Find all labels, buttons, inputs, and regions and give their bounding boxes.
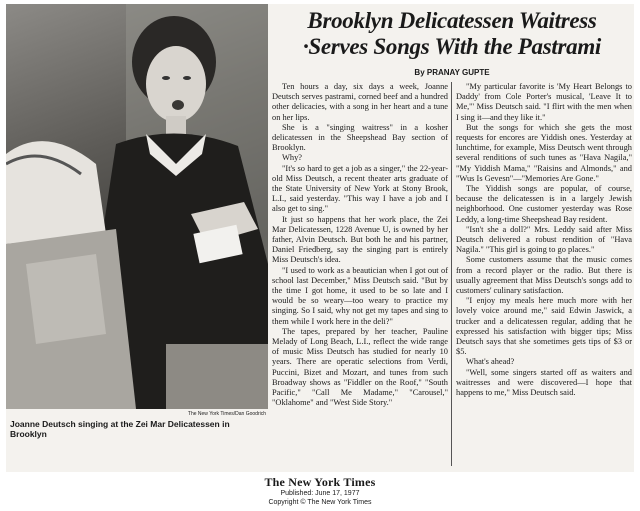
- article-photo: [6, 4, 268, 409]
- photo-credit: The New York Times/Dan Goodrich: [187, 411, 266, 417]
- nyt-logo: The New York Times: [264, 475, 376, 489]
- article-column-2: [456, 82, 632, 398]
- paragraph: "Well, some singers started off as waiters and waitresses and were discovered—I hope that happens to me," Miss Deutsch said.: [456, 367, 632, 398]
- paragraph: "I enjoy my meals here much more with her lovely voice around me," said Edwin Jaswick, a trucker and a delicatessen regular, adding that he expressed his satisfaction with bigger tips; Miss Deutsch says that she sometimes gets tips of $3 or $5.: [456, 296, 632, 357]
- headline-line-2: ·Serves Songs With the Pastrami: [302, 34, 602, 59]
- paragraph: What's ahead?: [466, 357, 515, 367]
- paragraph: The tapes, prepared by her teacher, Pauline Melady of Long Beach, L.I., reflect the wide range of music Miss Deutsch has studied for nearly 10 years. There are operatic selections from Verdi, Puccini, Bizet and Mozart, and tunes from such Broadway shows as "Fiddler on the Roof," "South Pacific," "Call Me Madame," "Carousel," "Oklahome" and "West Side Story.": [272, 326, 448, 408]
- published-date: Published: June 17, 1977: [280, 490, 360, 497]
- copyright: Copyright © The New York Times: [268, 499, 372, 506]
- byline: By PRANAY GUPTE: [414, 68, 490, 77]
- paragraph: "I used to work as a beautician when I got out of school last December," Miss Deutsch said. "But by the time I got home, it used to be so late and I would be so weary—too weary to practice my singing. So I said, why not get my tapes and sing to them while I work here in the deli?": [272, 265, 448, 326]
- paragraph: "It's so hard to get a job as a singer," the 22-year-old Miss Deutsch, a recent theater arts graduate of the State University of New York at Stony Brook, L.I., said yesterday. "This way I have a job and I also get to sing.": [272, 163, 448, 214]
- paragraph: Why?: [282, 153, 302, 163]
- paragraph: "Isn't she a doll?" Mrs. Leddy said after Miss Deutsch delivered a robust rendition of "Hava Nagila." "This girl is going to go places.": [456, 224, 632, 255]
- paragraph: The Yiddish songs are popular, of course, because the delicatessen is in a largely Jewish neighborhood. One customer yesterday was Rose Leddy, a long-time Sheepshead Bay resident.: [456, 184, 632, 224]
- paragraph: "My particular favorite is 'My Heart Belongs to Daddy' from Cole Porter's musical, 'Leave It to Me,'" Miss Deutsch said. "I flirt with the men when I sing it—and they like it.": [456, 82, 632, 122]
- headline-line-1: Brooklyn Delicatessen Waitress: [307, 8, 597, 33]
- paragraph: She is a "singing waitress" in a kosher delicatessen in the Sheepshead Bay section of Brooklyn.: [272, 122, 448, 153]
- paragraph: But the songs for which she gets the most requests for encores are Yiddish ones. Yesterday at lunchtime, for example, Miss Deutsch went through several renditions of such tunes as "Hava Nagila," "My Yiddish Mama," "Raisins and Almonds," and "Wus Is Gevesn"—"Memories Are Gone.": [456, 122, 632, 183]
- column-divider: [451, 82, 452, 466]
- article-column-1: [272, 82, 448, 409]
- paragraph: Some customers assume that the music comes from a record player or the radio. But there is usually agreement that Miss Deutsch's songs add to customers' culinary satisfaction.: [456, 255, 632, 296]
- paragraph: Ten hours a day, six days a week, Joanne Deutsch serves pastrami, corned beef and a hundred other delicacies, with a song in her heart and a tune on her lips.: [272, 82, 448, 122]
- footer: [0, 476, 640, 507]
- headline: [270, 8, 634, 60]
- photo-caption: Joanne Deutsch singing at the Zei Mar Delicatessen in Brooklyn: [10, 419, 230, 439]
- paragraph: It just so happens that her work place, the Zei Mar Delicatessen, 1228 Avenue U, is owned by her father, Alvin Deutsch. But both he and his partner, Daniel Friedberg, say the singing part is entirely Miss Deutsch's idea.: [272, 214, 448, 265]
